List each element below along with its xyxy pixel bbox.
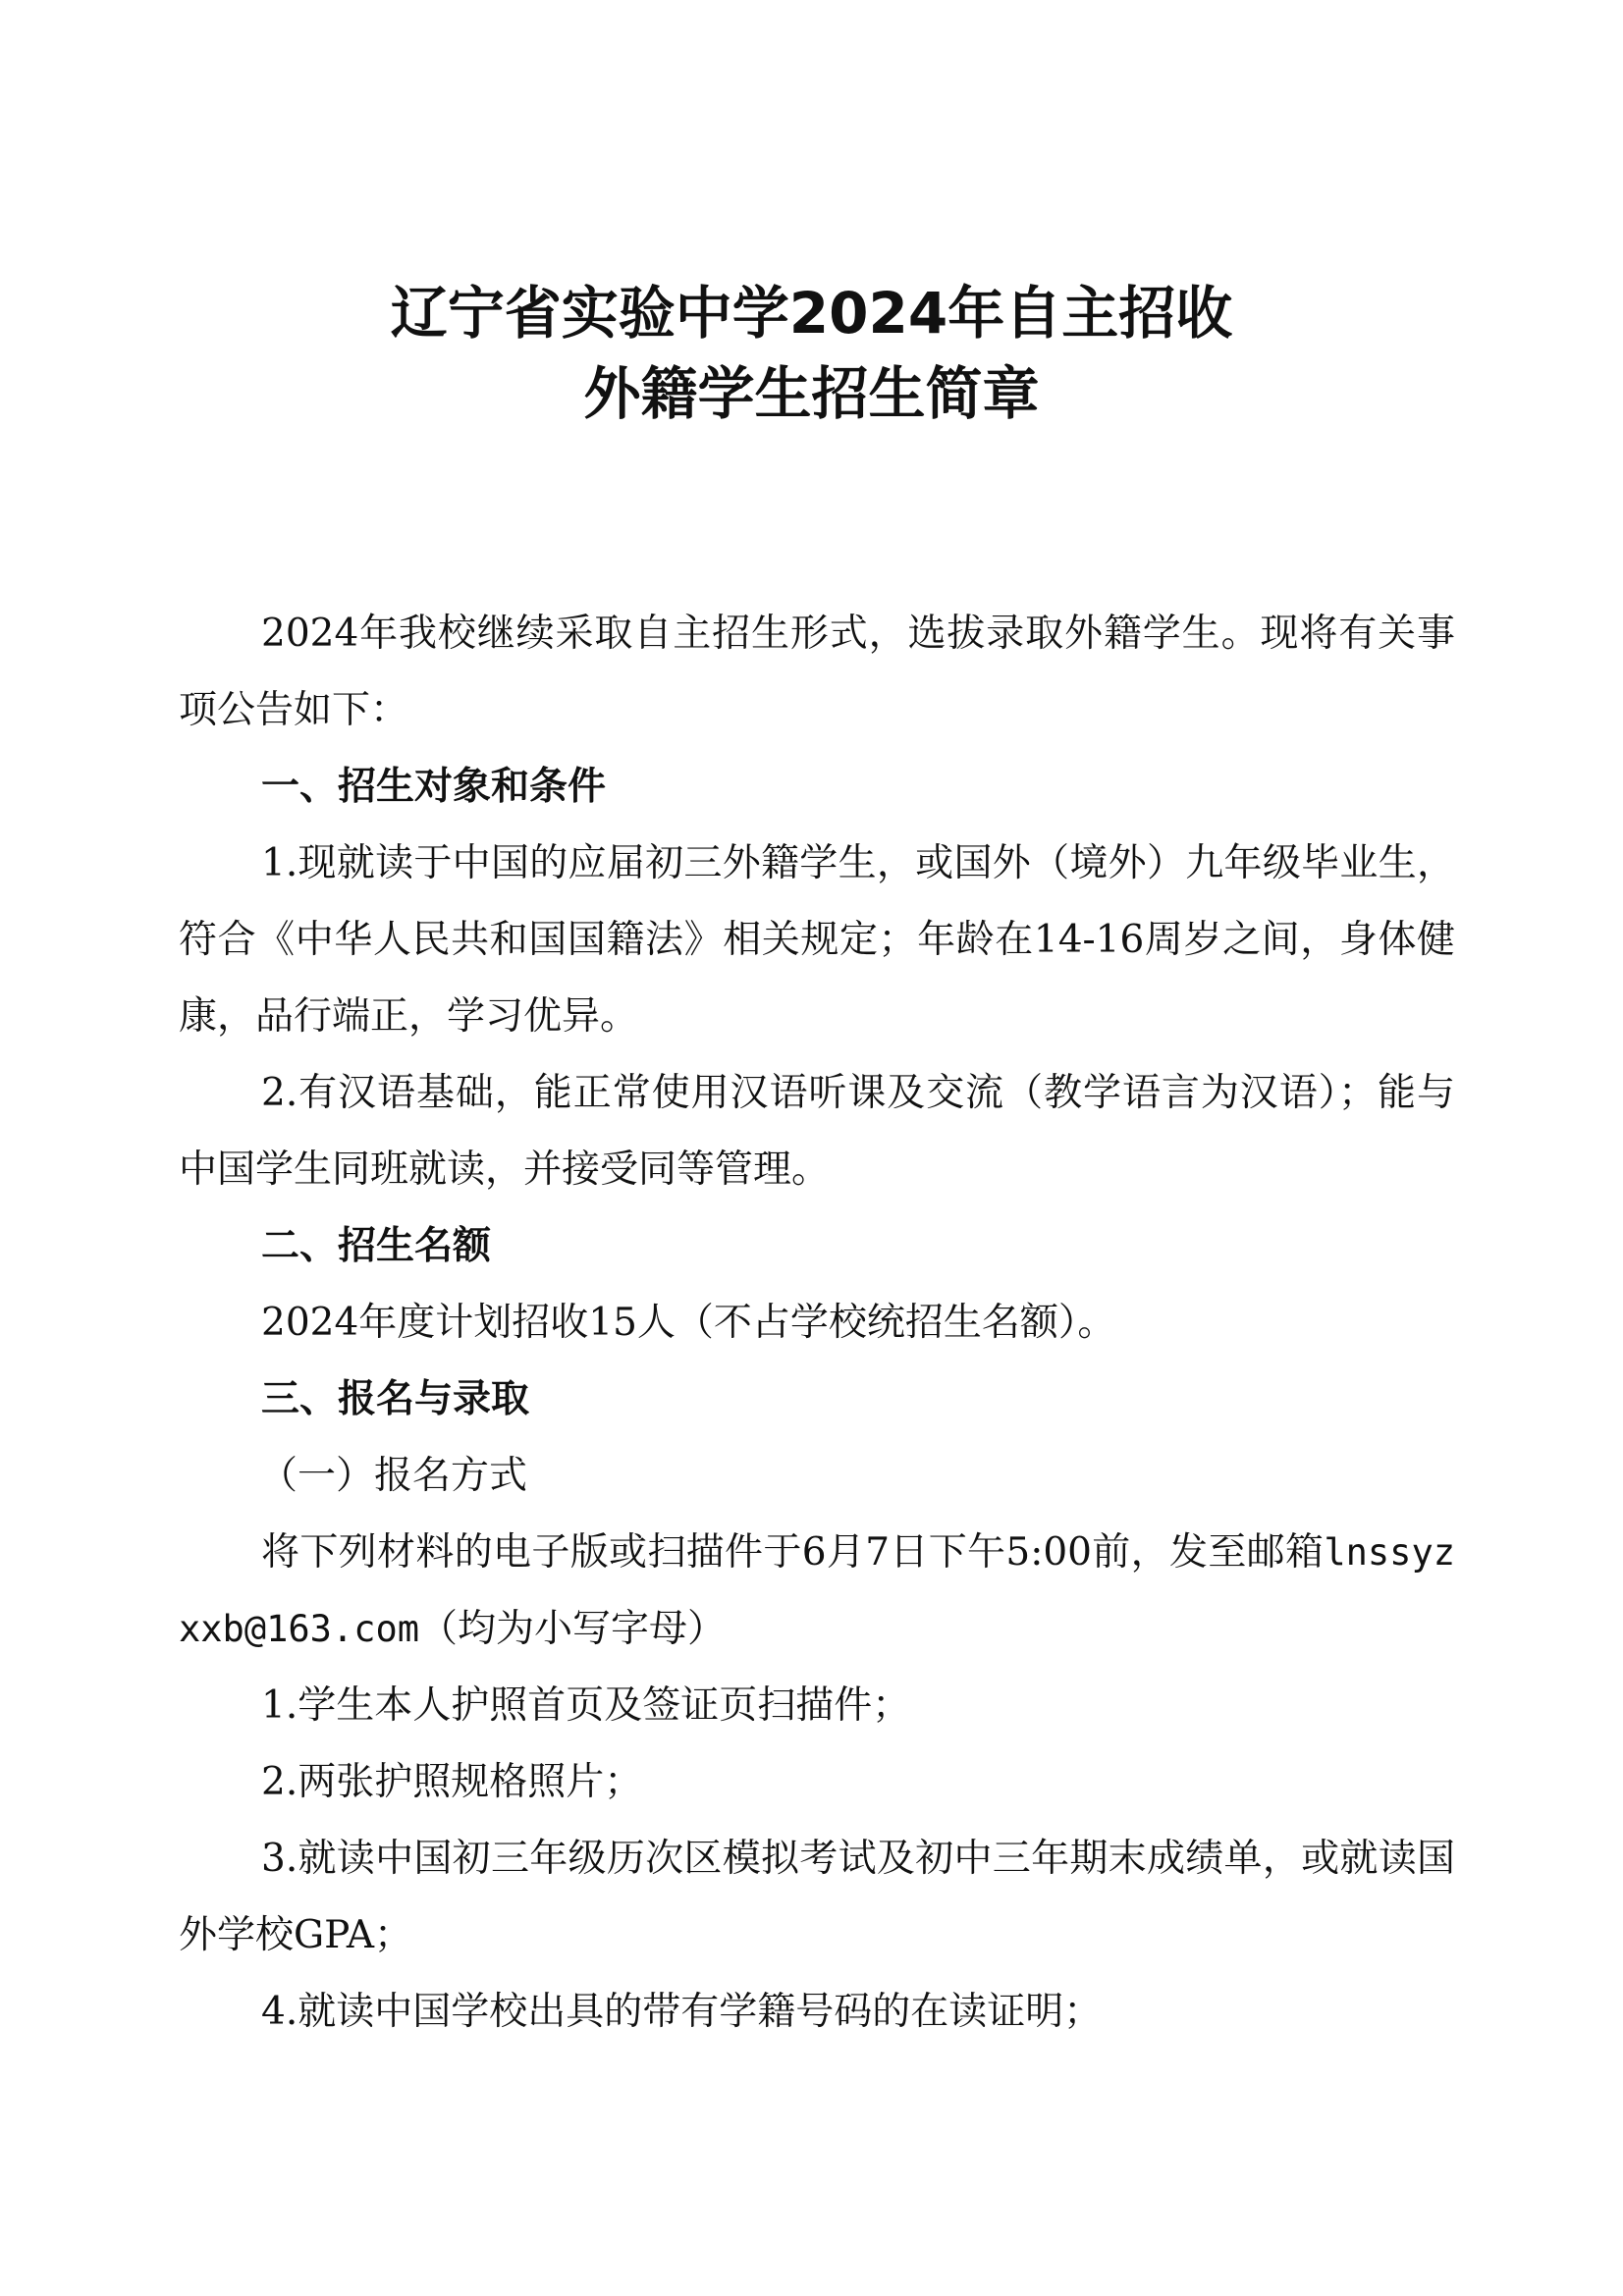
document-title-line-1: 辽宁省实验中学2024年自主招收 (390, 280, 1233, 347)
registration-method-text: 将下列材料的电子版或扫描件于6月7日下午5:00前，发至邮箱 (261, 1530, 1325, 1575)
document-title-line-2: 外籍学生招生简章 (583, 360, 1040, 427)
email-address: lnssyzxxb@163.com (179, 1531, 1455, 1650)
section-1-item-2: 2.有汉语基础，能正常使用汉语听课及交流（教学语言为汉语）；能与中国学生同班就读，并接受同等管理。 (179, 1071, 1455, 1192)
registration-method-paragraph (179, 1515, 1455, 1668)
section-1-heading: 一、招生对象和条件 (261, 765, 607, 809)
email-note: （均为小写字母） (419, 1607, 727, 1651)
section-2-text: 2024年度计划招收15人（不占学校统招生名额）。 (261, 1301, 1116, 1345)
section-3-subheading-1: （一）报名方式 (259, 1454, 528, 1498)
section-1-item-1: 1.现就读于中国的应届初三外籍学生，或国外（境外）九年级毕业生，符合《中华人民共和国国籍法》相关规定；年龄在14-16周岁之间，身体健康，品行端正，学习优异。 (179, 841, 1455, 1039)
material-item-2: 2.两张护照规格照片； (261, 1760, 643, 1804)
material-item-4: 4.就读中国学校出具的带有学籍号码的在读证明； (261, 1990, 1103, 2034)
section-3-heading: 三、报名与录取 (261, 1377, 530, 1421)
material-item-1: 1.学生本人护照首页及签证页扫描件； (261, 1683, 911, 1728)
section-2-heading: 二、招生名额 (261, 1224, 492, 1268)
document-body (179, 596, 1455, 2051)
material-item-3: 3.就读中国初三年级历次区模拟考试及初中三年期末成绩单，或就读国外学校GPA； (179, 1837, 1455, 1957)
intro-paragraph: 2024年我校继续采取自主招生形式，选拔录取外籍学生。现将有关事项公告如下： (179, 612, 1455, 732)
